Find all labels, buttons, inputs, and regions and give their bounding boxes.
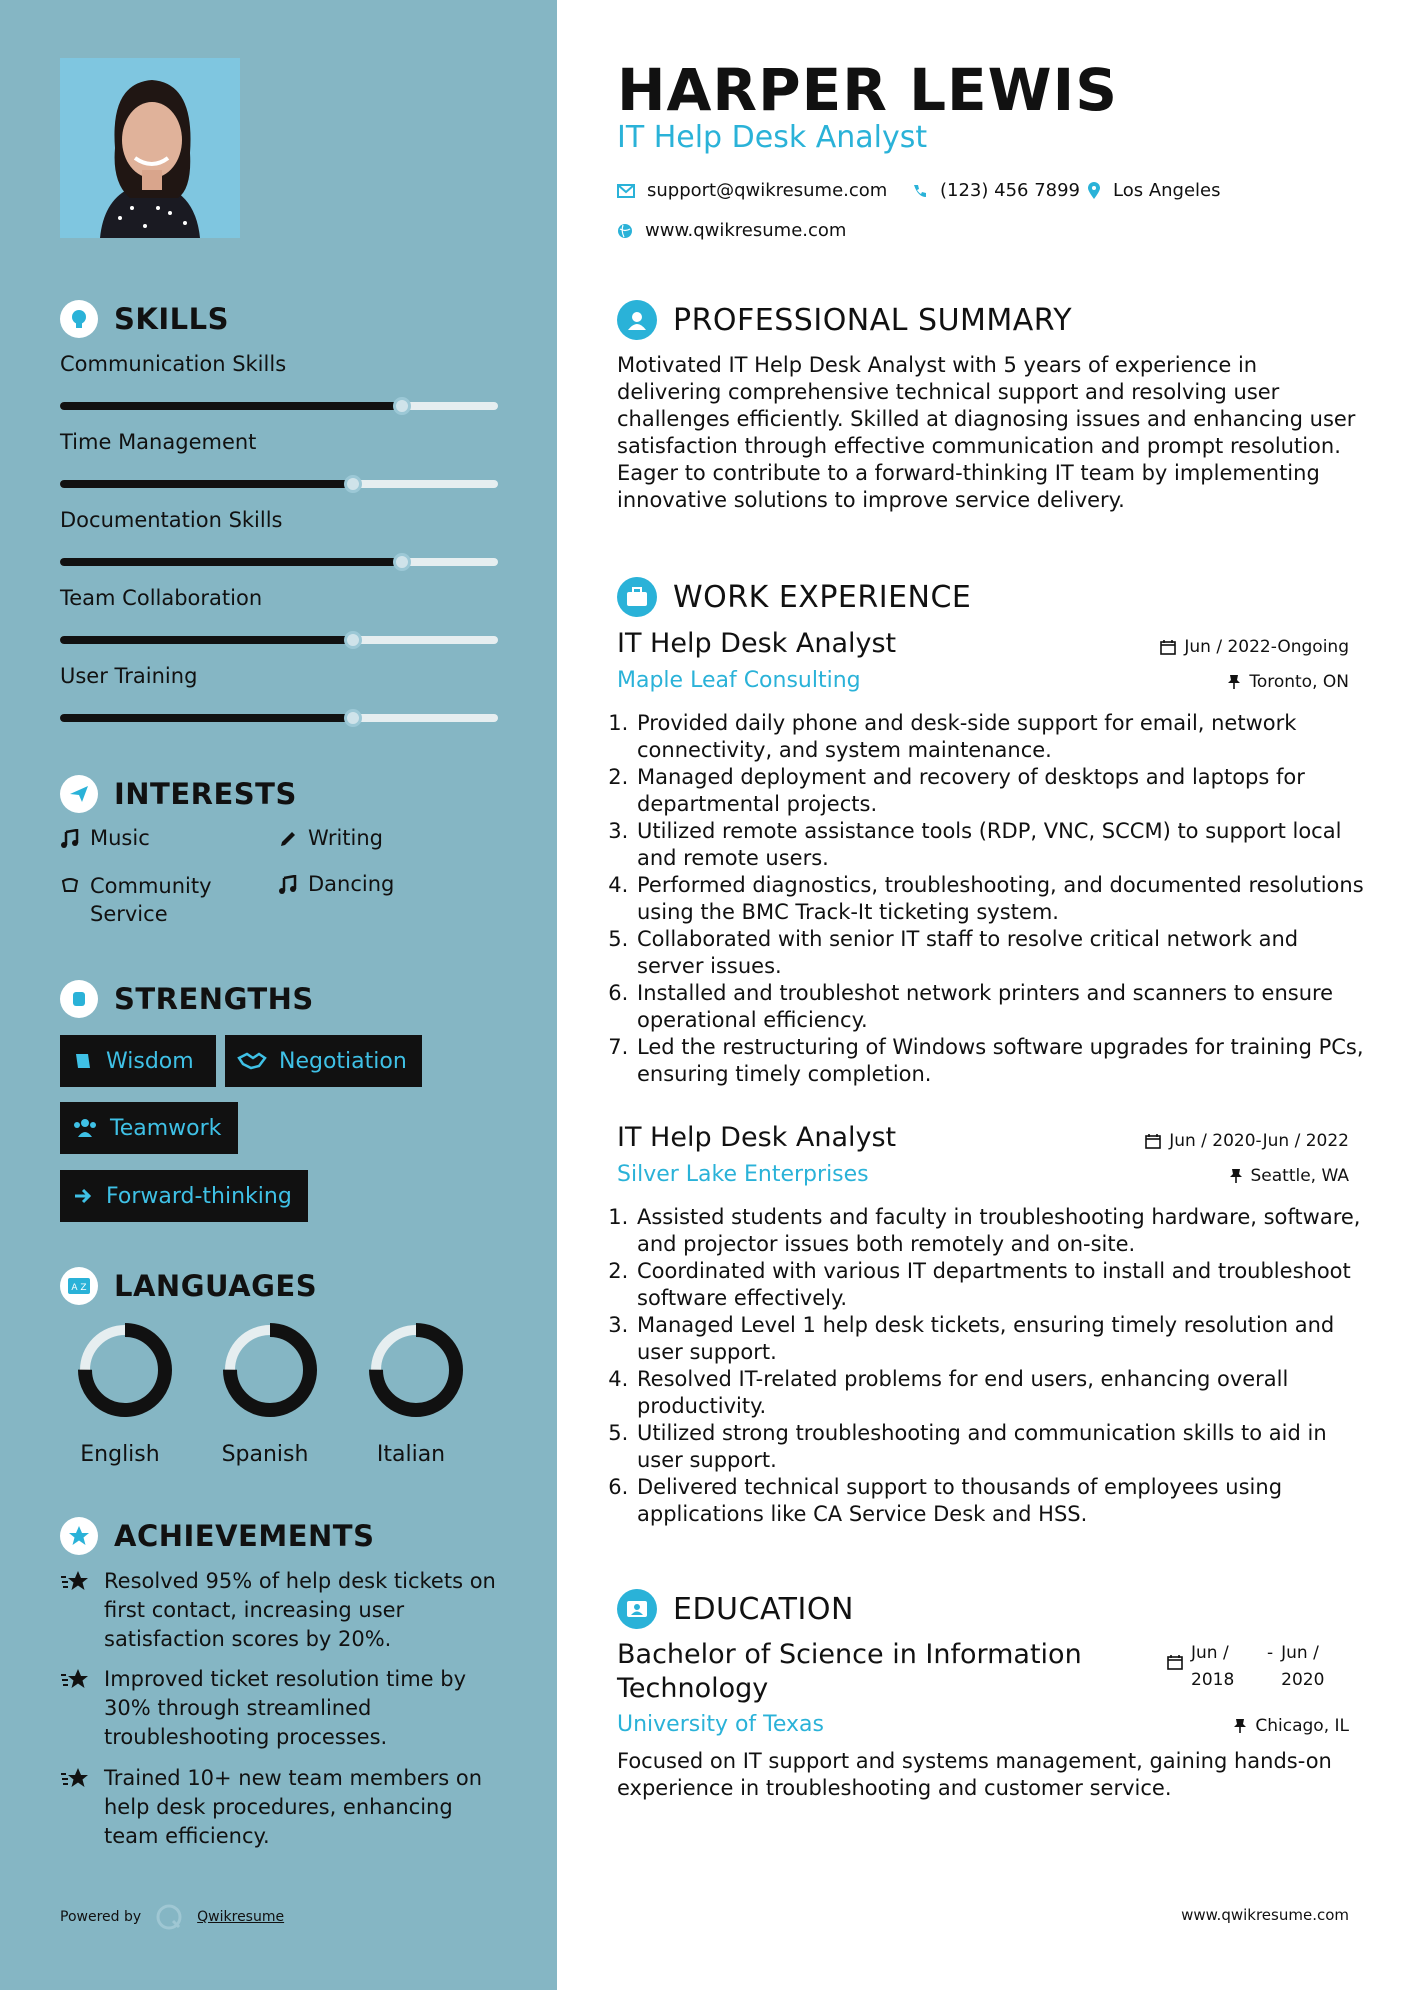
strengths-heading: STRENGTHS [60, 980, 314, 1018]
summary-text: Motivated IT Help Desk Analyst with 5 years of experience in delivering comprehensive technical support and resolving user challenges efficiently. Skilled at diagnosing issues and enhancing user satisfaction through effective communication and prompt resolution. Eager to contribute to a forward-thinking IT team by implementing innovative solutions to improve service delivery. [617, 353, 1356, 512]
edu-date-start: Jun / 2018 [1191, 1643, 1235, 1690]
skill-fill [60, 402, 402, 410]
strength-badge: Negotiation [225, 1035, 422, 1087]
education-text: Focused on IT support and systems management, gaining hands-on experience in troubleshooting and customer service. [617, 1749, 1332, 1800]
skill-item [60, 586, 498, 610]
skill-label: Time Management [60, 430, 257, 454]
skill-item [60, 508, 498, 532]
language-label: Italian [376, 1442, 446, 1467]
job-dates: Jun / 2022-Ongoing [1160, 637, 1349, 657]
school-name: University of Texas [617, 1712, 824, 1737]
degree-title: Bachelor of Science in Information Technology [617, 1639, 1082, 1704]
music-icon [60, 829, 80, 849]
list-item: 7. Led the restructuring of Windows software upgrades for training PCs, ensuring timely completion. [635, 1034, 1365, 1088]
calendar-icon [1167, 1654, 1183, 1670]
star-icon [60, 1517, 98, 1555]
language-label: English [80, 1442, 160, 1467]
users-icon [72, 1117, 98, 1139]
language-ring [366, 1320, 466, 1420]
list-item: 2. Coordinated with various IT departments to install and troubleshoot software effectively. [635, 1258, 1365, 1312]
envelope-icon [617, 184, 635, 198]
contact-phone: (123) 456 7899 [912, 180, 1080, 201]
calendar-icon [1160, 639, 1176, 655]
interests-heading: INTERESTS [60, 775, 297, 813]
hand-icon [60, 875, 80, 895]
contact-location: Los Angeles [1087, 180, 1221, 201]
fist-icon [60, 980, 98, 1018]
company-name: Maple Leaf Consulting [617, 668, 861, 693]
job-title: IT Help Desk Analyst [617, 1122, 897, 1153]
skill-label: Communication Skills [60, 352, 287, 376]
pushpin-icon [1229, 1168, 1243, 1184]
graduation-icon [617, 1589, 657, 1629]
skill-fill [60, 558, 402, 566]
sidebar [0, 0, 557, 1990]
paper-plane-icon [60, 775, 98, 813]
handshake-icon [237, 1050, 267, 1072]
language-ring [75, 1320, 175, 1420]
list-item: 4. Resolved IT-related problems for end users, enhancing overall productivity. [635, 1366, 1365, 1420]
school-location: Chicago, IL [1233, 1716, 1349, 1736]
skill-item [60, 664, 498, 688]
skill-knob [393, 553, 411, 571]
job-bullets [617, 710, 1365, 1088]
language-label: Spanish [221, 1442, 309, 1467]
footer-url[interactable]: www.qwikresume.com [1181, 1906, 1349, 1924]
edu-date-end: Jun / 2020 [1281, 1643, 1325, 1690]
achievement-item: Resolved 95% of help desk tickets on first contact, increasing user satisfaction scores by 20%. [60, 1567, 500, 1654]
skill-label: User Training [60, 664, 198, 688]
skill-fill [60, 636, 353, 644]
star-icon [60, 1667, 90, 1691]
list-item: 4. Performed diagnostics, troubleshooting, and documented resolutions using the BMC Track-It ticketing system. [635, 872, 1365, 926]
globe-icon [617, 223, 633, 239]
pushpin-icon [1227, 674, 1241, 690]
skill-bar [60, 714, 498, 722]
language-item [60, 1320, 180, 1467]
job-location: Toronto, ON [1227, 672, 1349, 692]
interest-item: Community Service [60, 872, 260, 928]
company-name: Silver Lake Enterprises [617, 1162, 869, 1187]
skill-label: Team Collaboration [60, 586, 263, 610]
skill-item [60, 352, 498, 376]
powered-by: Powered by Qwikresume [60, 1903, 284, 1931]
skill-knob [344, 631, 362, 649]
list-item: 1. Provided daily phone and desk-side support for email, network connectivity, and system maintenance. [635, 710, 1365, 764]
arrow-right-icon [72, 1185, 94, 1207]
job-title: IT Help Desk Analyst [617, 628, 897, 659]
strength-badge: Wisdom [60, 1035, 216, 1087]
phone-icon [912, 183, 928, 199]
skill-bar [60, 480, 498, 488]
book-icon [72, 1050, 94, 1072]
achievements-heading: ACHIEVEMENTS [60, 1517, 374, 1555]
skill-bar [60, 402, 498, 410]
achievement-item: Trained 10+ new team members on help desk procedures, enhancing team efficiency. [60, 1764, 500, 1851]
skill-fill [60, 480, 353, 488]
skill-knob [344, 475, 362, 493]
interest-item: Dancing [278, 872, 394, 896]
svg-text:A Z: A Z [71, 1283, 87, 1293]
skill-knob [344, 709, 362, 727]
list-item: 5. Collaborated with senior IT staff to resolve critical network and server issues. [635, 926, 1365, 980]
user-icon [617, 300, 657, 340]
language-ring [220, 1320, 320, 1420]
language-item [205, 1320, 325, 1467]
education-dates: Jun / 2018 - Jun / 2020 [1167, 1640, 1331, 1694]
calendar-icon [1145, 1133, 1161, 1149]
skill-bar [60, 558, 498, 566]
star-icon [60, 1766, 90, 1790]
translate-icon [60, 1267, 98, 1305]
star-icon [60, 1569, 90, 1593]
education-heading: EDUCATION [617, 1589, 854, 1629]
job-bullets [617, 1204, 1365, 1528]
experience-heading: WORK EXPERIENCE [617, 577, 971, 617]
skill-label: Documentation Skills [60, 508, 283, 532]
contact-email: support@qwikresume.com [617, 180, 887, 201]
list-item: 5. Utilized strong troubleshooting and communication skills to aid in user support. [635, 1420, 1365, 1474]
skill-item [60, 430, 498, 454]
map-pin-icon [1087, 182, 1101, 200]
job-location: Seattle, WA [1229, 1166, 1350, 1186]
skills-heading: SKILLS [60, 300, 229, 338]
strength-badge: Teamwork [60, 1102, 238, 1154]
contact-website: www.qwikresume.com [617, 220, 846, 241]
briefcase-icon [617, 577, 657, 617]
language-item [351, 1320, 471, 1467]
list-item: 2. Managed deployment and recovery of desktops and laptops for departmental projects. [635, 764, 1365, 818]
qwikresume-link[interactable]: Qwikresume [197, 1909, 285, 1925]
candidate-name: HARPER LEWIS [617, 56, 1118, 124]
list-item: 3. Utilized remote assistance tools (RDP, VNC, SCCM) to support local and remote users. [635, 818, 1365, 872]
list-item: 1. Assisted students and faculty in troubleshooting hardware, software, and projector issues both remotely and on-site. [635, 1204, 1365, 1258]
skill-knob [393, 397, 411, 415]
music-icon [278, 875, 298, 895]
main-content [557, 0, 1407, 1990]
qwikresume-logo-icon [155, 1903, 183, 1931]
lightbulb-icon [60, 300, 98, 338]
list-item: 3. Managed Level 1 help desk tickets, ensuring timely resolution and user support. [635, 1312, 1365, 1366]
interest-item: Writing [278, 826, 383, 850]
summary-heading: PROFESSIONAL SUMMARY [617, 300, 1072, 340]
interest-item: Music [60, 826, 150, 850]
skill-bar [60, 636, 498, 644]
skill-fill [60, 714, 353, 722]
job-dates: Jun / 2020-Jun / 2022 [1145, 1131, 1349, 1151]
list-item: 6. Installed and troubleshot network printers and scanners to ensure operational efficiency. [635, 980, 1365, 1034]
list-item: 6. Delivered technical support to thousands of employees using applications like CA Service Desk and HSS. [635, 1474, 1365, 1528]
pushpin-icon [1233, 1718, 1247, 1734]
candidate-role: IT Help Desk Analyst [617, 120, 928, 155]
pencil-icon [278, 829, 298, 849]
profile-photo [60, 58, 240, 238]
strength-badge: Forward-thinking [60, 1170, 308, 1222]
languages-heading: A Z LANGUAGES [60, 1267, 317, 1305]
achievement-item: Improved ticket resolution time by 30% through streamlined troubleshooting processes. [60, 1665, 500, 1752]
